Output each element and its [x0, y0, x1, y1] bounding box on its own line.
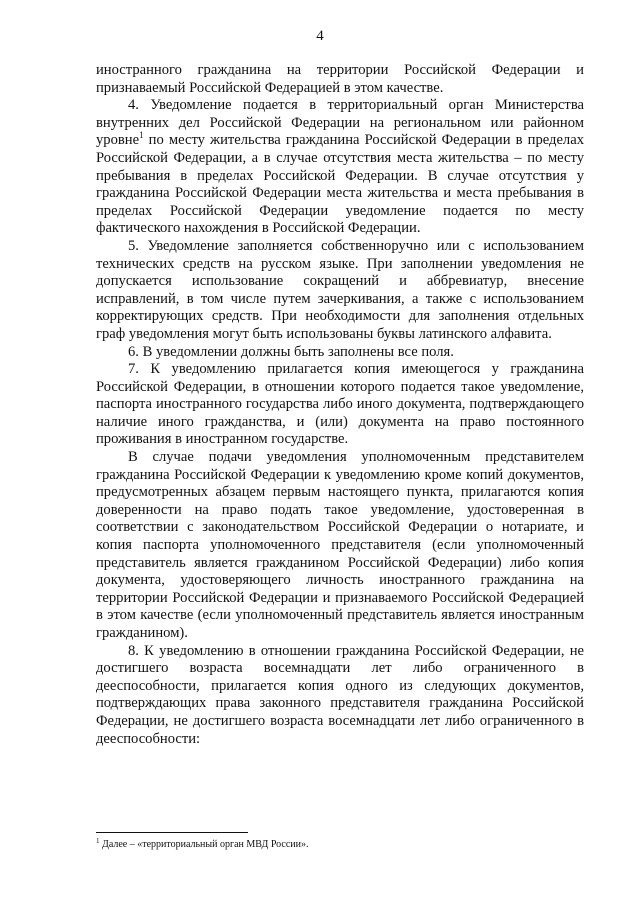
paragraph-item-5: 5. Уведомление заполняется собственноручно или с использованием технических средств на русском языке. При заполнении уведомления не допускается использование сокращений и аббревиатур, внесение исправлений, в том числе путем зачеркивания, а также с использованием корректирующих средств. При необходимости для заполнения отдельных граф уведомления могут быть использованы буквы латинского алфавита.	[96, 237, 584, 342]
paragraph-text: 4. Уведомление подается в территориальный орган Министерства внутренних дел Российской Федерации на региональном или районном уровне	[96, 97, 584, 149]
footnote-reference: 1	[139, 130, 144, 141]
paragraph-text-continued: по месту жительства гражданина Российской Федерации в пределах Российской Федерации, а в случае отсутствия места жительства – по месту пребывания в пределах Российской Федерации. В случае отсутствия у гражданина Российской Федерации места жительства и места пребывания в пределах Российской Федерации уведомление подается по месту фактического нахождения в Российской Федерации.	[96, 132, 584, 237]
footnote-divider	[96, 832, 248, 833]
footnote-text: Далее – «территориальный орган МВД России».	[99, 839, 309, 850]
body-text	[96, 62, 584, 748]
page-number: 4	[316, 28, 324, 44]
paragraph-continuation: иностранного гражданина на территории Российской Федерации и признаваемый Российской Федерацией в этом качестве.	[96, 62, 584, 96]
paragraph-item-8: 8. К уведомлению в отношении гражданина Российской Федерации, не достигшего возраста восемнадцати лет либо ограниченного в дееспособности, прилагается копия одного из следующих документов, подтверждающих права законного представителя гражданина Российской Федерации, не достигшего возраста восемнадцати лет либо ограниченного в дееспособности:	[96, 642, 584, 747]
footnote	[96, 839, 584, 851]
paragraph-item-6: 6. В уведомлении должны быть заполнены все поля.	[128, 343, 454, 360]
paragraph-item-7: 7. К уведомлению прилагается копия имеющегося у гражданина Российской Федерации, в отношении которого подается такое уведомление, паспорта иностранного государства либо иного документа, подтверждающего наличие иного гражданства, и (или) документа на право постоянного проживания в иностранном государстве.	[96, 361, 584, 448]
paragraph-item-7-second: В случае подачи уведомления уполномоченным представителем гражданина Российской Федерации к уведомлению кроме копий документов, предусмотренных абзацем первым настоящего пункта, прилагаются копия доверенности на право подать такое уведомление, удостоверенная в соответствии с законодательством Российской Федерации о нотариате, и копия паспорта уполномоченного представителя (если уполномоченный представитель является гражданином Российской Федерации) либо копия документа, удостоверяющего личность иностранного гражданина на территории Российской Федерации и признаваемого Российской Федерацией в этом качестве (если уполномоченный представитель является иностранным гражданином).	[96, 449, 584, 641]
paragraph-item-4	[96, 97, 584, 238]
footnote-marker: 1	[96, 837, 100, 845]
